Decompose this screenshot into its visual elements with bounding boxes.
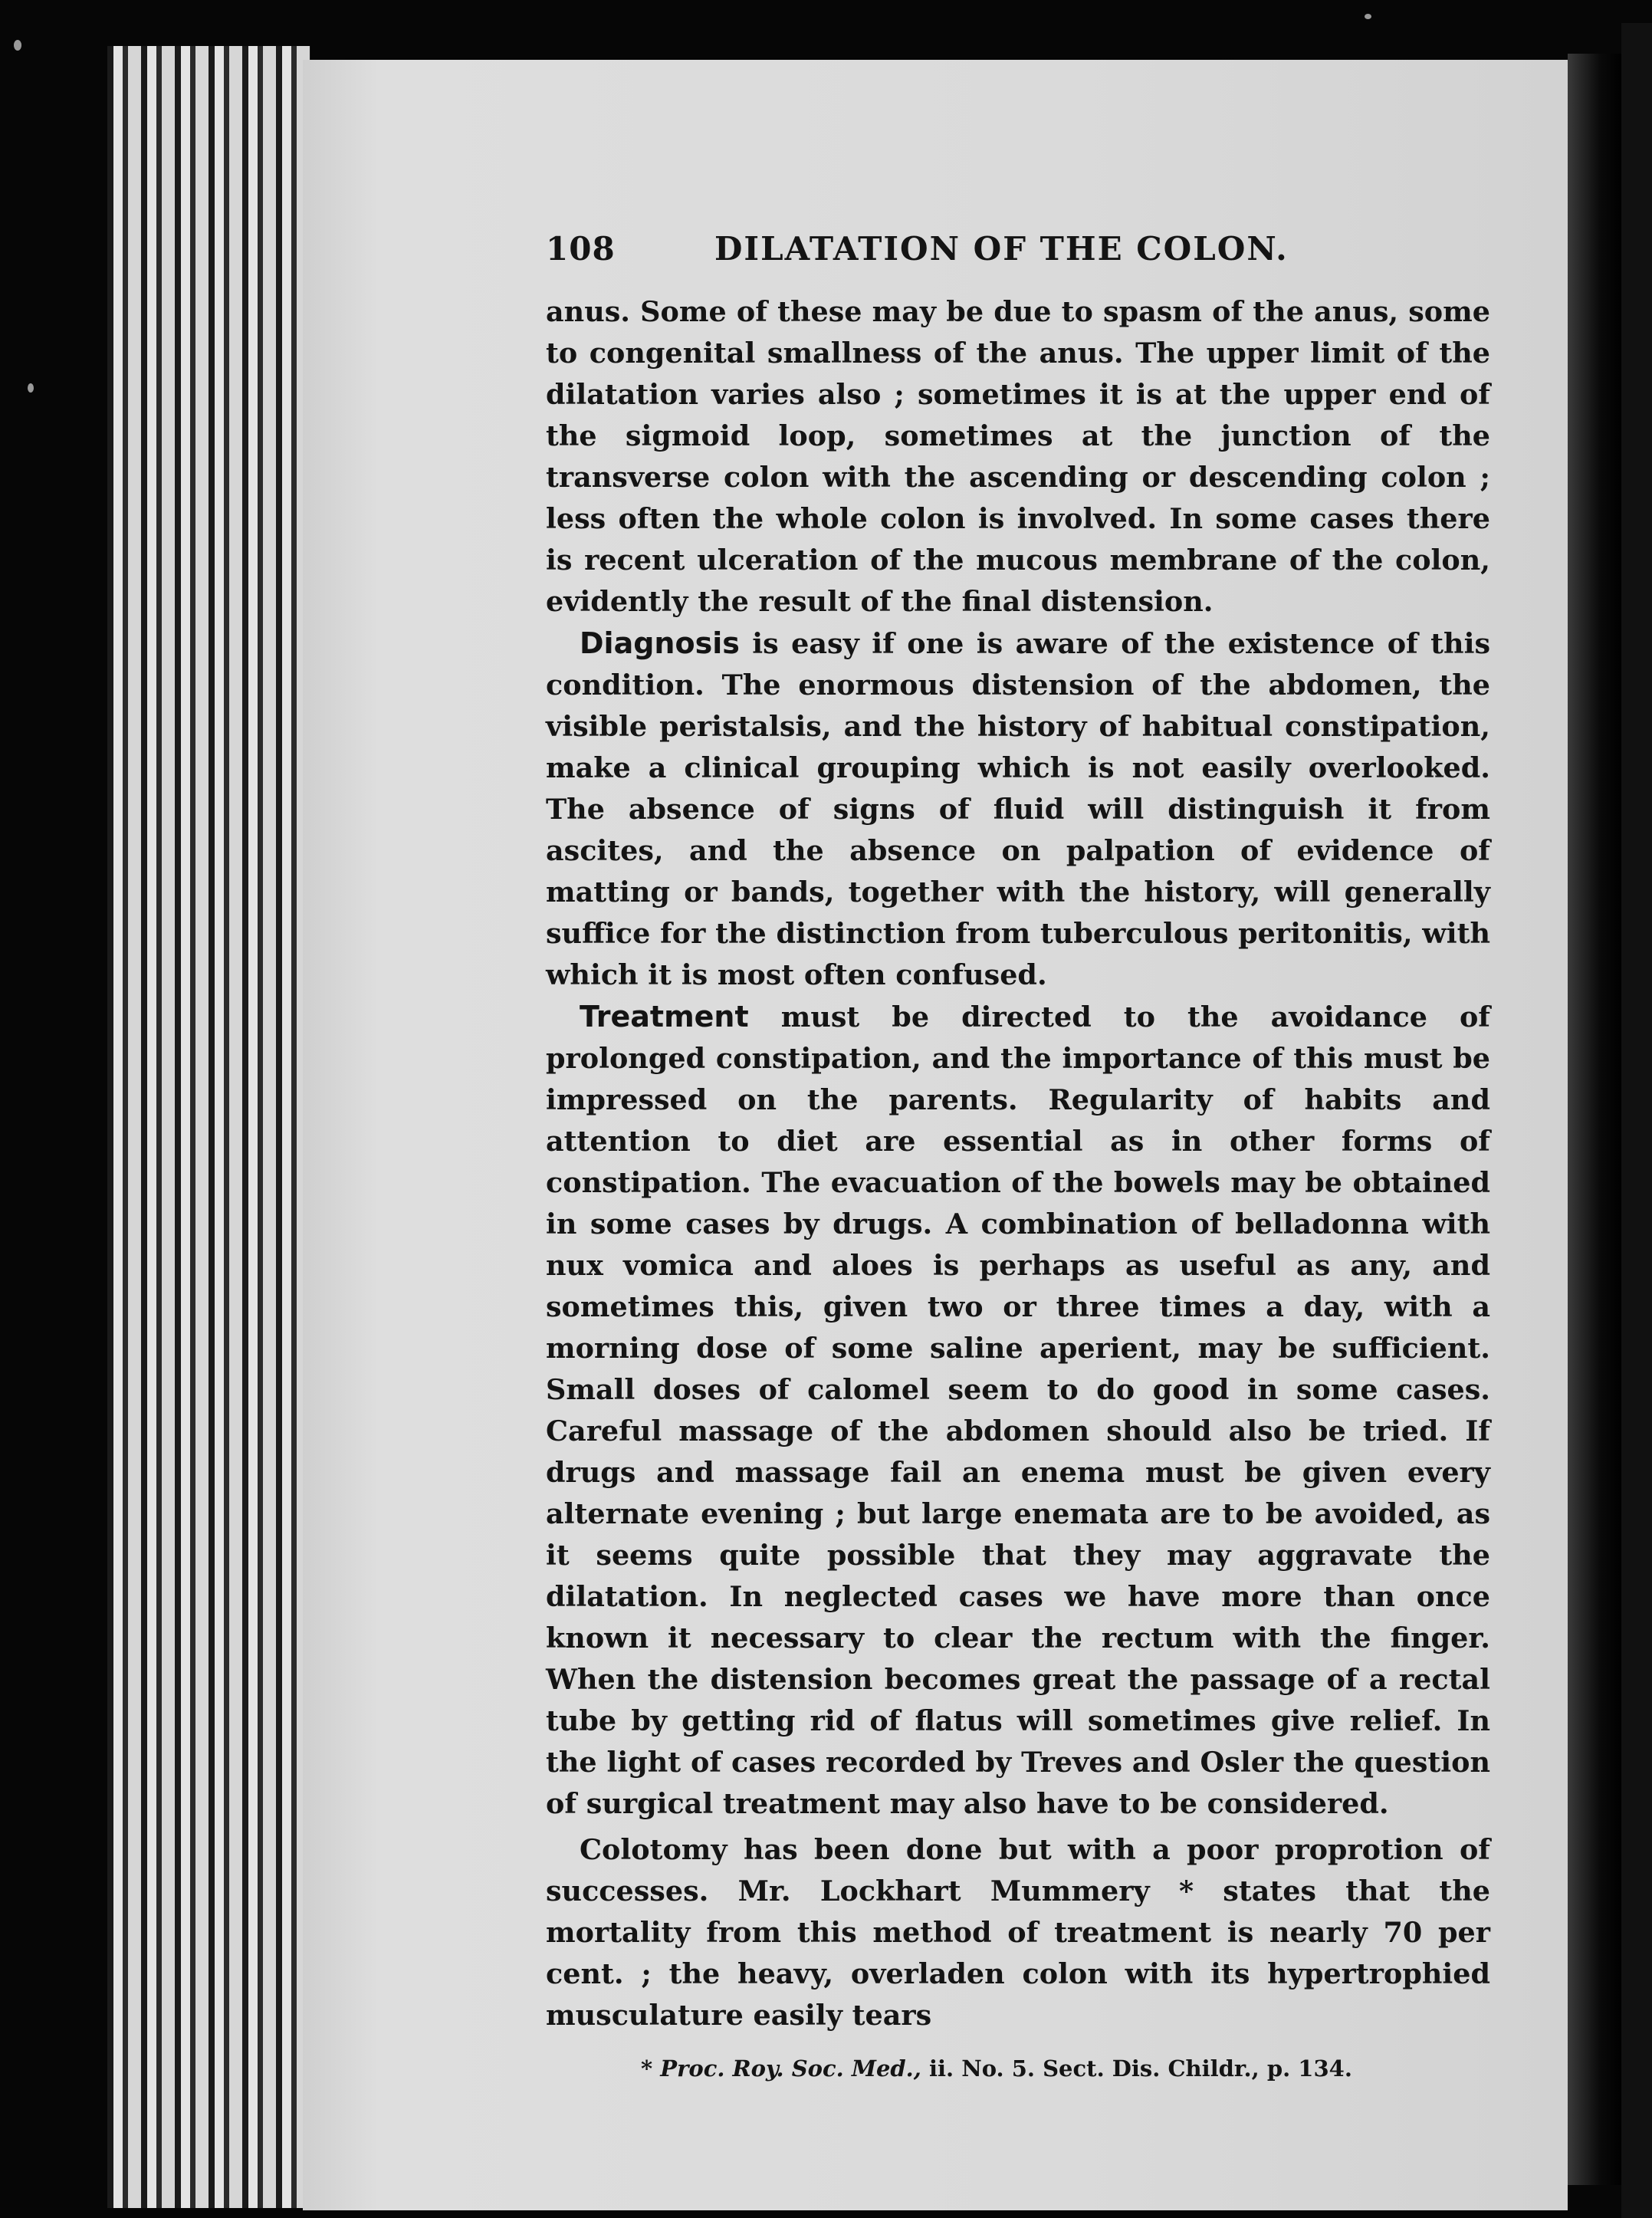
paragraph-text: must be directed to the avoidance of prolonged constipation, and the importance of this must be impressed on the parents. Regularity of habits and attention to diet are essential as in other forms of constipation. The evacuation of the bowels may be obtained in some cases by drugs. A combination of belladonna with nux vomica and aloes is perhaps as useful as any, and sometimes this, given two or three times a day, with a morning dose of some saline aperient, may be sufficient. Small doses of calomel seem to do good in some cases. Careful massage of the abdomen should also be tried. If drugs and massage fail an enema must be given every alternate evening ; but large enemata are to be avoided, as it seems quite possible that they may aggravate the dilatation. In neglected cases we have more than once known it necessary to clear the rectum with the finger. When the distension becomes great the passage of a rectal tube by getting rid of flatus will sometimes give relief. In the light of cases recorded by Treves and Osler the question of surgical treatment may also have to be considered. [546, 1001, 1490, 1820]
running-title: DILATATION OF THE COLON. [714, 230, 1289, 268]
paragraph-colotomy [546, 1829, 1490, 2036]
paragraph-text: anus. Some of these may be due to spasm of the anus, some to congenital smallness of the anus. The upper limit of the dilatation varies also ; sometimes it is at the upper end of the sigmoid loop, sometimes at the junction of the transverse colon with the ascending or descending colon ; less often the whole colon is involved. In some cases there is recent ulceration of the mucous membrane of the colon, evidently the result of the final distension. [546, 295, 1490, 618]
paragraph-diagnosis [546, 623, 1490, 996]
footnote-journal: Proc. Roy. Soc. Med., [660, 2055, 921, 2082]
paragraph-treatment [546, 996, 1490, 1825]
scan-speck [28, 383, 34, 393]
side-heading-treatment: Treatment [580, 1000, 749, 1033]
footnote-marker: * [641, 2055, 653, 2082]
footnote-citation: ii. No. 5. Sect. Dis. Childr., p. 134. [921, 2055, 1352, 2082]
paragraph-continuation [546, 291, 1490, 623]
paragraph-text: Colotomy has been done but with a poor proprotion of successes. Mr. Lockhart Mummery * states that the mortality from this method of treatment is nearly 70 per cent. ; the heavy, overladen colon with its hypertrophied musculature easily tears [546, 1833, 1490, 2032]
side-heading-diagnosis: Diagnosis [580, 626, 740, 660]
page-number: 108 [546, 230, 616, 268]
text-block [546, 230, 1490, 2084]
running-head [546, 230, 1490, 291]
scan-speck [1365, 14, 1371, 19]
paragraph-text: is easy if one is aware of the existence of this condition. The enormous distension of the abdomen, the visible peristalsis, and the history of habitual constipation, make a clinical grouping which is not easily overlooked. The absence of signs of fluid will distinguish it from ascites, and the absence on palpation of evidence of matting or bands, together with the history, will generally suffice for the distinction from tuberculous peritonitis, with which it is most often confused. [546, 627, 1490, 991]
scan-speck [14, 40, 21, 51]
binding-shadow [1568, 54, 1621, 2185]
page-edges [107, 46, 310, 2208]
footnote [641, 2053, 1490, 2084]
scan-border [1621, 23, 1652, 2218]
